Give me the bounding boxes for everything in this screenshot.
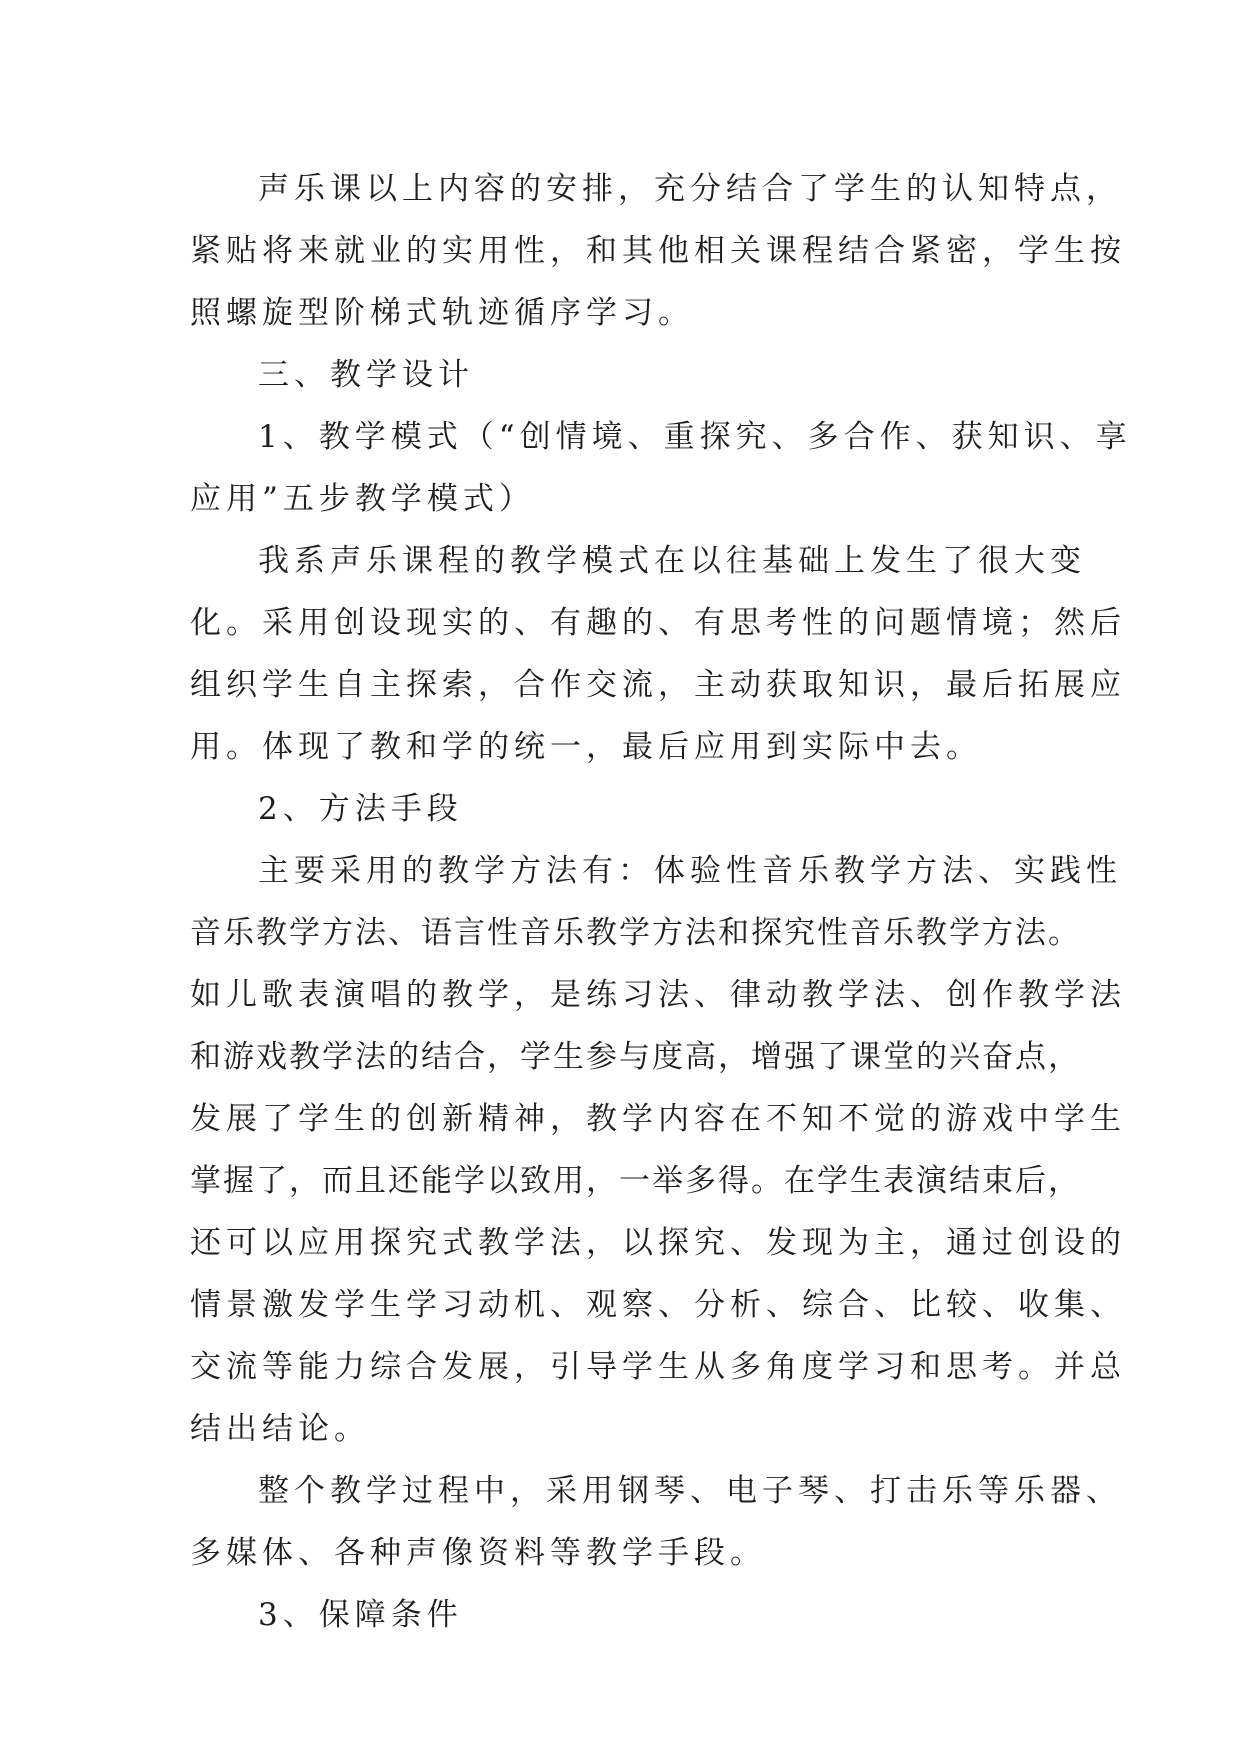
text-line: 整个教学过程中，采用钢琴、电子琴、打击乐等乐器、: [258, 1473, 1122, 1509]
text-line: 紧贴将来就业的实用性，和其他相关课程结合紧密，学生按: [190, 233, 1126, 269]
text-line: 和游戏教学法的结合，学生参与度高，增强了课堂的兴奋点，: [190, 1039, 1081, 1075]
paragraph-intro: [190, 158, 1126, 344]
text-line: 主要采用的教学方法有：体验性音乐教学方法、实践性: [258, 853, 1122, 889]
text-line: 2、方法手段: [258, 791, 463, 827]
text-line: 还可以应用探究式教学法，以探究、发现为主，通过创设的: [190, 1225, 1126, 1261]
subheading-methods: [190, 778, 1052, 840]
subheading-teaching-mode: [190, 406, 1132, 530]
text-line: 结出结论。: [190, 1411, 370, 1447]
text-line: 掌握了，而且还能学以致用，一举多得。在学生表演结束后，: [190, 1163, 1081, 1199]
text-line: 我系声乐课程的教学模式在以往基础上发生了很大变: [258, 543, 1086, 579]
text-line: 应用”五步教学模式）: [190, 481, 535, 517]
text-line: 情景激发学生学习动机、观察、分析、综合、比较、收集、: [190, 1287, 1126, 1323]
text-line: 组织学生自主探索，合作交流，主动获取知识，最后拓展应: [190, 667, 1126, 703]
text-line: 3、保障条件: [258, 1597, 463, 1633]
text-line: 多媒体、各种声像资料等教学手段。: [190, 1535, 766, 1571]
text-line: 发展了学生的创新精神，教学内容在不知不觉的游戏中学生: [190, 1101, 1126, 1137]
text-line: 照螺旋型阶梯式轨迹循序学习。: [190, 295, 694, 331]
paragraph-methods: [190, 840, 1126, 1460]
subheading-support-conditions: [190, 1584, 1052, 1646]
text-line: 交流等能力综合发展，引导学生从多角度学习和思考。并总: [190, 1349, 1126, 1385]
text-line: 声乐课以上内容的安排，充分结合了学生的认知特点，: [258, 171, 1122, 207]
text-line: 如儿歌表演唱的教学，是练习法、律动教学法、创作教学法: [190, 977, 1126, 1013]
text-line: 1、教学模式（“创情境、重探究、多合作、获知识、享: [258, 419, 1132, 455]
document-body: [190, 158, 1132, 1646]
paragraph-teaching-aids: [190, 1460, 1122, 1584]
text-line: 用。体现了教和学的统一，最后应用到实际中去。: [190, 729, 982, 765]
text-line: 音乐教学方法、语言性音乐教学方法和探究性音乐教学方法。: [190, 915, 1081, 951]
text-line: 化。采用创设现实的、有趣的、有思考性的问题情境；然后: [190, 605, 1126, 641]
paragraph-teaching-mode: [190, 530, 1126, 778]
text-line: 三、教学设计: [258, 357, 474, 393]
section-heading-teaching-design: [190, 344, 1052, 406]
